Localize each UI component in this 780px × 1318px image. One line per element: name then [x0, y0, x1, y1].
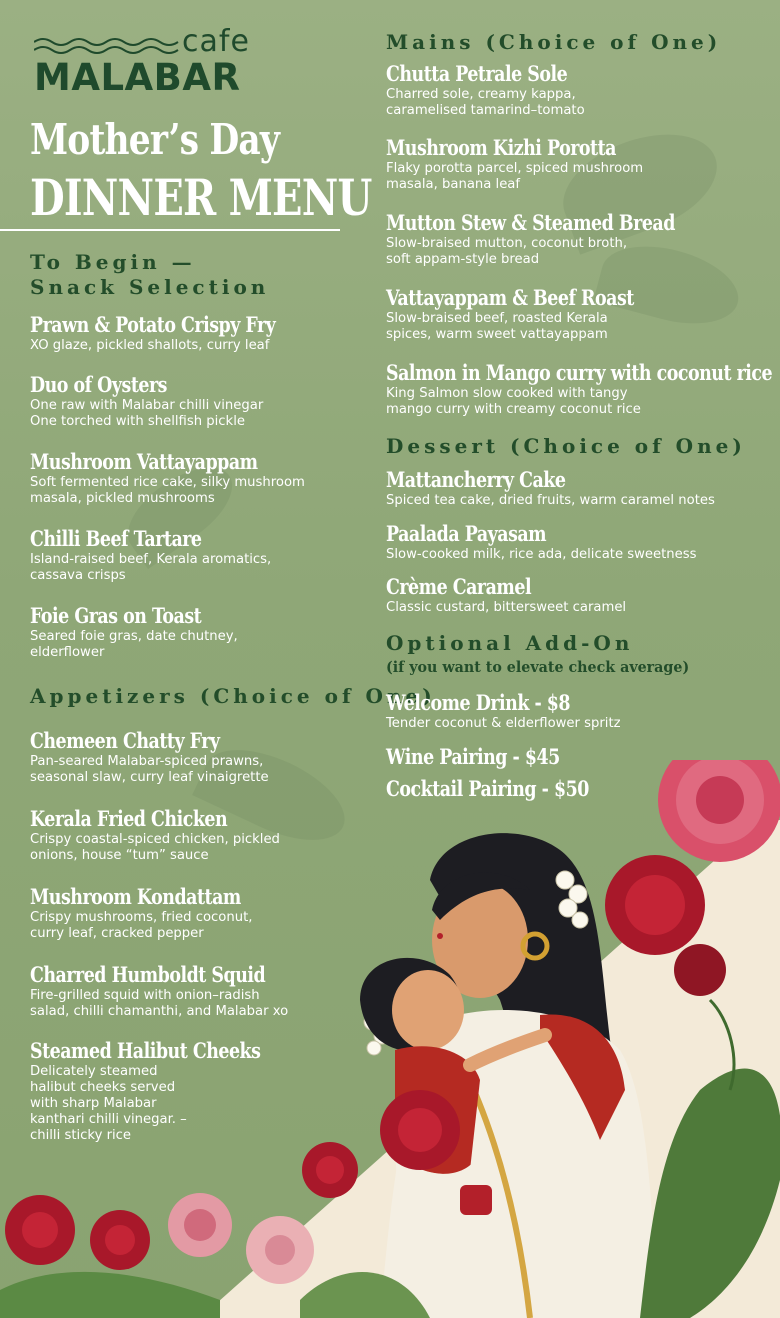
- item-name: Wine Pairing - $45: [386, 744, 560, 769]
- menu-item: [386, 521, 697, 563]
- item-description: XO glaze, pickled shallots, curry leaf: [30, 338, 270, 353]
- item-description: Classic custard, bittersweet caramel: [386, 600, 627, 615]
- item-description: Spiced tea cake, dried fruits, warm caramel notes: [386, 493, 715, 508]
- section-heading-dessert: Dessert (Choice of One): [386, 434, 746, 458]
- item-description: King Salmon slow cooked with tangy: [386, 386, 628, 401]
- menu-item: [30, 449, 305, 507]
- item-description: kanthari chilli vinegar. –: [30, 1112, 187, 1127]
- item-description: Flaky porotta parcel, spiced mushroom: [386, 161, 644, 176]
- item-name: Charred Humboldt Squid: [30, 962, 266, 987]
- item-description: caramelised tamarind–tomato: [386, 103, 585, 118]
- item-name: Duo of Oysters: [30, 372, 167, 397]
- item-description: soft appam-style bread: [386, 252, 540, 267]
- mother-daughter-illustration: [0, 760, 780, 1318]
- menu-item: [30, 312, 326, 354]
- item-description: Pan-seared Malabar-spiced prawns,: [30, 754, 264, 769]
- pink-flower-icon: [168, 1193, 232, 1257]
- item-description: masala, pickled mushrooms: [30, 491, 215, 506]
- item-name: Chemeen Chatty Fry: [30, 728, 220, 753]
- menu-item: [386, 61, 604, 119]
- pink-flower-icon: [246, 1216, 314, 1284]
- bindi-icon: [437, 933, 443, 939]
- red-flower-icon: [5, 1195, 75, 1265]
- title-divider: [0, 229, 340, 231]
- item-name: Salmon in Mango curry with coconut rice: [386, 360, 773, 385]
- title-line-2: DINNER MENU: [30, 168, 372, 227]
- foliage-icon: [0, 1272, 220, 1318]
- item-description: Tender coconut & elderflower spritz: [386, 716, 621, 731]
- addon-note: (if you want to elevate check average): [386, 658, 690, 676]
- item-description: elderflower: [30, 645, 105, 660]
- item-name: Mutton Stew & Steamed Bread: [386, 210, 675, 235]
- item-description: curry leaf, cracked pepper: [30, 926, 204, 941]
- waves-icon: [34, 36, 184, 58]
- menu-item: [386, 467, 715, 509]
- menu-item: [386, 210, 734, 268]
- item-name: Mattancherry Cake: [386, 467, 566, 492]
- item-description: spices, warm sweet vattayappam: [386, 327, 608, 342]
- section-heading-mains: Mains (Choice of One): [386, 30, 722, 54]
- item-name: Foie Gras on Toast: [30, 603, 202, 628]
- logo-cafe-text: cafe: [182, 24, 250, 59]
- item-description: Slow-braised mutton, coconut broth,: [386, 236, 628, 251]
- section-heading-addon: Optional Add-On: [386, 631, 634, 655]
- menu-item: [386, 360, 780, 418]
- heading-line: Snack Selection: [30, 275, 270, 299]
- item-name: Mushroom Kondattam: [30, 884, 241, 909]
- item-name: Kerala Fried Chicken: [30, 806, 228, 831]
- item-name: Cocktail Pairing - $50: [386, 776, 589, 801]
- item-name: Steamed Halibut Cheeks: [30, 1038, 261, 1063]
- menu-item: [30, 603, 238, 661]
- item-description: onions, house “tum” sauce: [30, 848, 209, 863]
- cafe-malabar-logo: [32, 24, 272, 102]
- item-name: Prawn & Potato Crispy Fry: [30, 312, 276, 337]
- section-heading-appetizers: Appetizers (Choice of One): [30, 684, 436, 708]
- item-description: cassava crisps: [30, 568, 126, 583]
- menu-item: [386, 690, 621, 732]
- item-description: with sharp Malabar: [30, 1096, 157, 1111]
- menu-item: [386, 574, 626, 616]
- title-line-1: Mother’s Day: [30, 115, 280, 164]
- item-name: Crème Caramel: [386, 574, 532, 599]
- item-name: Mushroom Vattayappam: [30, 449, 258, 474]
- item-description: halibut cheeks served: [30, 1080, 176, 1095]
- item-description: seasonal slaw, curry leaf vinaigrette: [30, 770, 269, 785]
- item-description: Charred sole, creamy kappa,: [386, 87, 576, 102]
- item-description: masala, banana leaf: [386, 177, 521, 192]
- item-description: One raw with Malabar chilli vinegar: [30, 398, 264, 413]
- menu-item: [386, 135, 663, 193]
- daughter-face: [392, 970, 464, 1050]
- item-description: Crispy coastal-spiced chicken, pickled: [30, 832, 280, 847]
- red-flower-icon: [674, 944, 726, 996]
- item-description: Fire-grilled squid with onion–radish: [30, 988, 260, 1003]
- item-description: chilli sticky rice: [30, 1128, 132, 1143]
- item-description: Slow-cooked milk, rice ada, delicate sweetness: [386, 547, 697, 562]
- menu-item: [30, 372, 263, 430]
- red-flower-icon: [302, 1142, 358, 1198]
- item-description: Crispy mushrooms, fried coconut,: [30, 910, 253, 925]
- red-flower-icon: [605, 855, 705, 955]
- item-name: Welcome Drink - $8: [386, 690, 571, 715]
- item-description: Delicately steamed: [30, 1064, 158, 1079]
- red-flower-icon: [380, 1090, 460, 1170]
- logo-malabar-text: MALABAR: [34, 56, 241, 99]
- bangles-icon: [460, 1185, 492, 1215]
- item-description: Seared foie gras, date chutney,: [30, 629, 238, 644]
- red-flower-icon: [90, 1210, 150, 1270]
- item-description: Island-raised beef, Kerala aromatics,: [30, 552, 272, 567]
- item-name: Chilli Beef Tartare: [30, 526, 202, 551]
- menu-item: [386, 285, 685, 343]
- item-description: Soft fermented rice cake, silky mushroom: [30, 475, 305, 490]
- item-description: Slow-braised beef, roasted Kerala: [386, 311, 608, 326]
- item-description: One torched with shellfish pickle: [30, 414, 245, 429]
- item-name: Paalada Payasam: [386, 521, 547, 546]
- heading-line: To Begin —: [30, 250, 196, 274]
- menu-item: [30, 526, 271, 584]
- item-name: Vattayappam & Beef Roast: [386, 285, 634, 310]
- item-description: salad, chilli chamanthi, and Malabar xo: [30, 1004, 289, 1019]
- item-description: mango curry with creamy coconut rice: [386, 402, 641, 417]
- section-heading-to-begin: [30, 250, 269, 300]
- item-name: Mushroom Kizhi Porotta: [386, 135, 616, 160]
- item-name: Chutta Petrale Sole: [386, 61, 568, 86]
